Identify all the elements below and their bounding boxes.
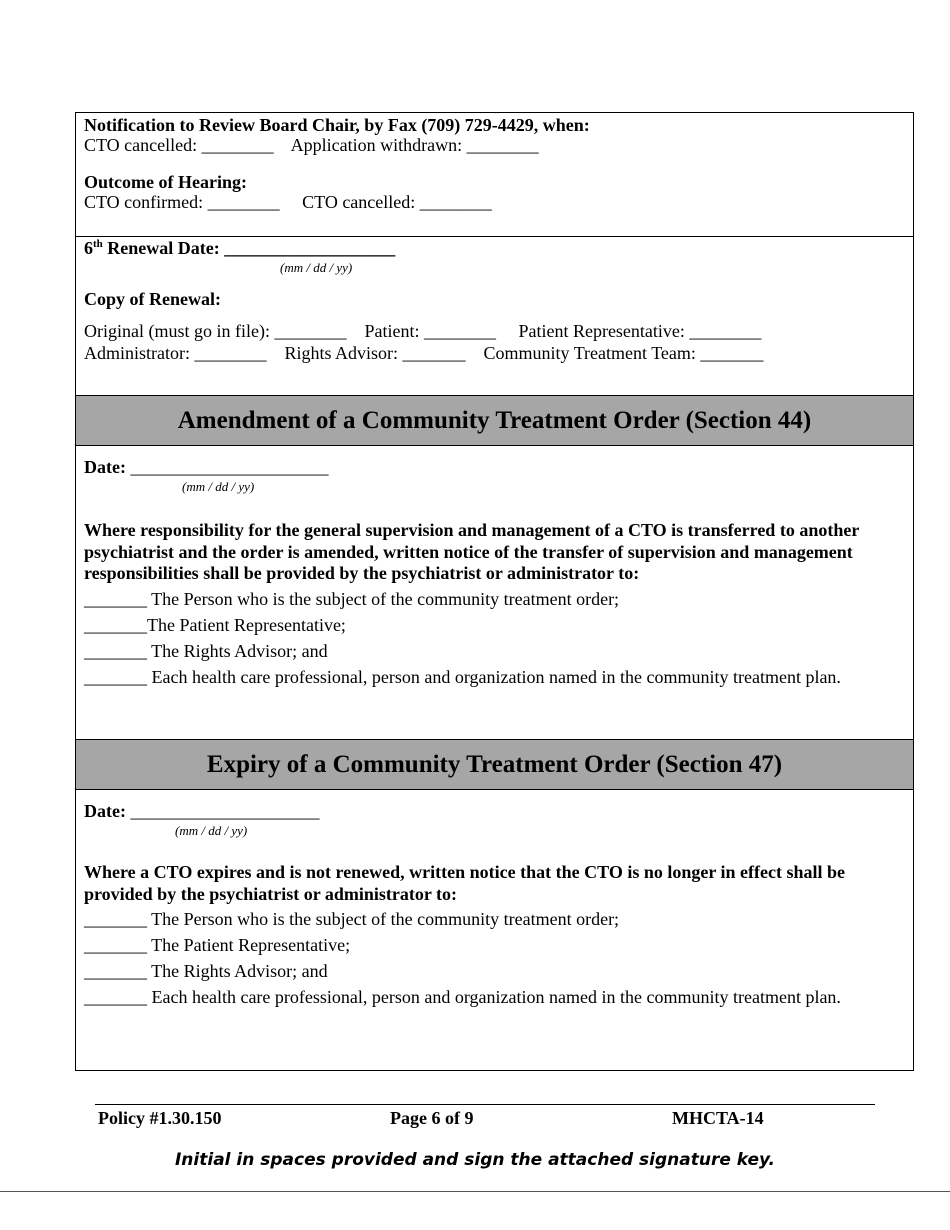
amendment-item-1[interactable]: _______ The Person who is the subject of the community treatment order; [84,589,620,609]
renewal-date-label: Renewal Date: ___________________ [102,238,396,258]
amendment-date-label: Date: [84,457,126,477]
copy-of-renewal-fields-1[interactable]: Original (must go in file): ________ Patient: ________ Patient Representative: ________ [84,321,762,341]
notification-heading: Notification to Review Board Chair, by Fax (709) 729-4429, when: [84,115,590,135]
expiry-date-label: Date: [84,801,126,821]
expiry-item-1[interactable]: _______ The Person who is the subject of the community treatment order; [84,909,620,929]
copy-of-renewal-heading: Copy of Renewal: [84,289,221,309]
notification-fields[interactable]: CTO cancelled: ________ Application withdrawn: ________ [84,135,539,155]
page-bottom-rule [0,1191,950,1192]
expiry-item-2[interactable]: _______ The Patient Representative; [84,935,351,955]
expiry-item-4[interactable]: _______ Each health care professional, person and organization named in the community treatment plan. [84,987,841,1007]
signature-note: Initial in spaces provided and sign the attached signature key. [174,1150,776,1170]
outcome-heading: Outcome of Hearing: [84,172,247,192]
renewal-ordinal: 6 [84,238,93,258]
amendment-date-hint: (mm / dd / yy) [182,479,255,494]
form-box [75,112,914,1071]
renewal-date-hint: (mm / dd / yy) [280,260,353,275]
expiry-date-blank: _____________________ [125,801,320,821]
amendment-paragraph: Where responsibility for the general supervision and management of a CTO is transferred to another psychiatrist and the order is amended, written notice of the transfer of supervision and management responsibilities shall be provided by the psychiatrist or administrator to: [84,520,859,583]
expiry-date-hint: (mm / dd / yy) [175,823,248,838]
expiry-paragraph: Where a CTO expires and is not renewed, written notice that the CTO is no longer in effect shall be provided by the psychiatrist or administrator to: [84,862,845,904]
footer-rule [95,1104,875,1105]
footer-policy: Policy #1.30.150 [98,1108,222,1128]
renewal-ordinal-suffix: th [93,238,103,250]
amendment-banner-title: Amendment of a Community Treatment Order (Section 44) [177,406,812,434]
amendment-date-field[interactable] [84,457,328,478]
copy-of-renewal-fields-2[interactable]: Administrator: ________ Rights Advisor: _______ Community Treatment Team: _______ [84,343,764,363]
amendment-date-blank: ______________________ [125,457,329,477]
outcome-fields[interactable]: CTO confirmed: ________ CTO cancelled: ________ [84,192,492,212]
amendment-item-2[interactable]: _______The Patient Representative; [84,615,346,635]
footer-form-code: MHCTA-14 [672,1108,764,1128]
amendment-banner [76,395,913,446]
section-divider [76,236,913,237]
expiry-date-field[interactable] [84,801,319,822]
expiry-banner [76,739,913,790]
footer-page-number: Page 6 of 9 [390,1108,474,1128]
expiry-banner-title: Expiry of a Community Treatment Order (Section 47) [206,750,783,778]
expiry-item-3[interactable]: _______ The Rights Advisor; and [84,961,328,981]
amendment-item-3[interactable]: _______ The Rights Advisor; and [84,641,328,661]
amendment-item-4[interactable]: _______ Each health care professional, person and organization named in the community treatment plan. [84,667,841,687]
renewal-date-field[interactable] [84,238,395,259]
